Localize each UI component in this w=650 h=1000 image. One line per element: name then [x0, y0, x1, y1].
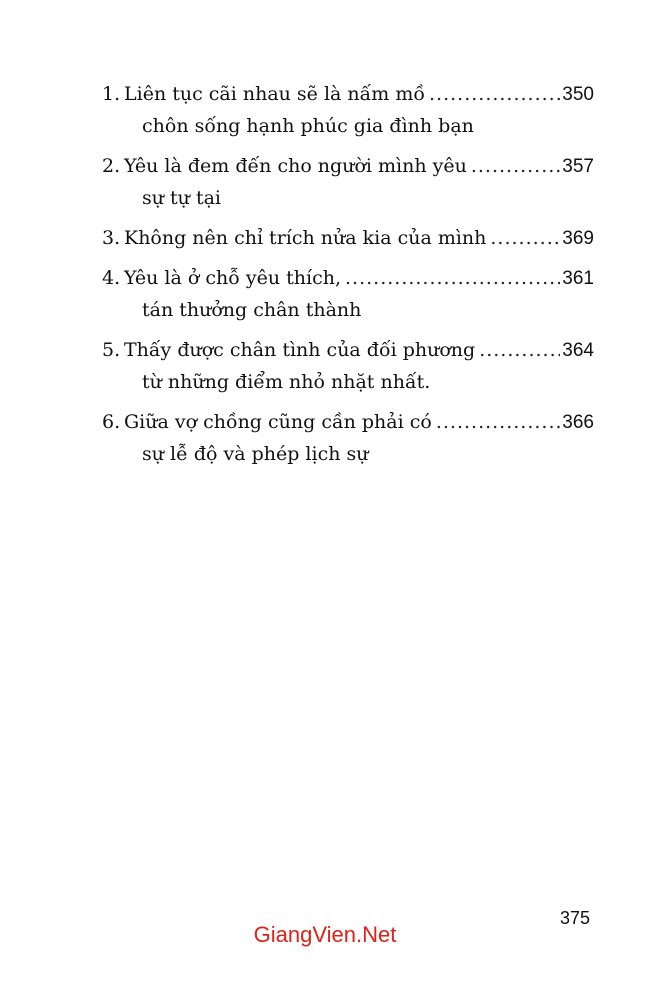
dot-leader [429, 78, 560, 110]
entry-title: Yêu là đem đến cho người mình yêu [124, 155, 467, 177]
table-of-contents [102, 78, 594, 478]
entry-number: 5. [102, 339, 121, 361]
toc-entry-1[interactable] [102, 78, 594, 142]
entry-number: 6. [102, 411, 121, 433]
entry-number: 2. [102, 155, 121, 177]
toc-entry-3[interactable] [102, 222, 594, 254]
entry-title: Giữa vợ chồng cũng cần phải có [124, 411, 432, 433]
toc-entry-2[interactable] [102, 150, 594, 214]
toc-entry-4[interactable] [102, 262, 594, 326]
entry-page-number: 364 [562, 340, 594, 361]
entry-number: 1. [102, 83, 121, 105]
dot-leader [490, 222, 560, 254]
dot-leader [471, 150, 560, 182]
entry-page-number: 357 [562, 156, 594, 177]
entry-page-number: 350 [562, 84, 594, 105]
entry-title-continuation: tán thưởng chân thành [142, 299, 362, 321]
entry-title-continuation: sự tự tại [142, 187, 221, 209]
entry-title: Liên tục cãi nhau sẽ là nấm mồ [124, 83, 425, 105]
page-number: 375 [559, 908, 590, 928]
entry-title: Yêu là ở chỗ yêu thích, [124, 267, 341, 289]
entry-title: Thấy được chân tình của đối phương [124, 339, 476, 361]
entry-title: Không nên chỉ trích nửa kia của mình [124, 227, 487, 249]
entry-page-number: 366 [562, 412, 594, 433]
entry-title-continuation: sự lễ độ và phép lịch sự [142, 443, 369, 465]
entry-number: 4. [102, 267, 121, 289]
entry-title-continuation: từ những điểm nhỏ nhặt nhất. [142, 371, 431, 393]
entry-page-number: 369 [562, 228, 594, 249]
toc-entry-5[interactable] [102, 334, 594, 398]
entry-page-number: 361 [562, 268, 594, 289]
toc-entry-6[interactable] [102, 406, 594, 470]
dot-leader [436, 406, 560, 438]
watermark-text: GiangVien.Net [253, 922, 397, 947]
dot-leader [345, 262, 560, 294]
entry-number: 3. [102, 227, 121, 249]
entry-title-continuation: chôn sống hạnh phúc gia đình bạn [142, 115, 474, 137]
dot-leader [479, 334, 560, 366]
